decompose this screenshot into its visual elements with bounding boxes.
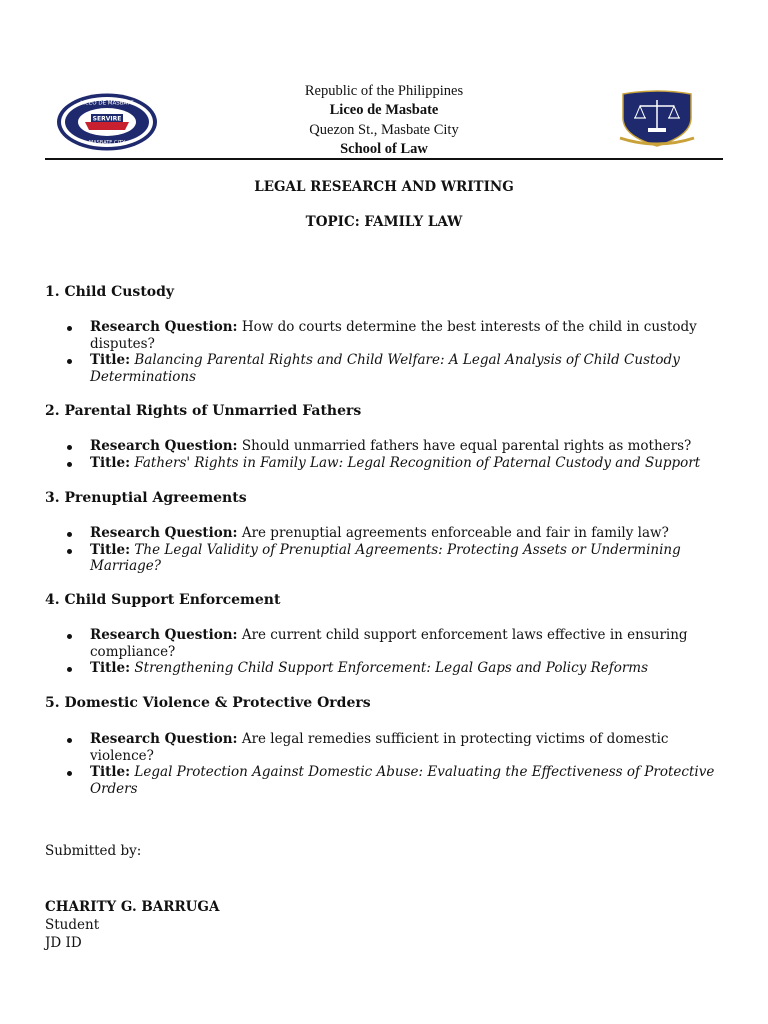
school-address: Quezon St., Masbate City [309,121,459,138]
document-title: LEGAL RESEARCH AND WRITING [254,179,514,195]
title-label: Title: [90,352,131,369]
title-text: Strengthening Child Support Enforcement: Legal Gaps and Policy Reforms [134,660,649,677]
title-item [45,352,725,385]
research-question-item [45,319,725,352]
title-label: Title: [90,764,131,781]
research-question-label: Research Question: [90,319,238,335]
section-bullets [45,319,725,386]
research-question-text: Should unmarried fathers have equal parental rights as mothers? [241,438,692,454]
student-name: CHARITY G. BARRUGA [45,899,220,915]
student-role: Student [45,917,100,933]
seal-center-text: SERVIRE [92,115,122,123]
research-question-label: Research Question: [90,627,238,643]
section-heading: 5. Domestic Violence & Protective Orders [45,695,371,711]
school-name: Liceo de Masbate [329,102,439,119]
title-text: The Legal Validity of Prenuptial Agreements: Protecting Assets or Undermining Marriage? [90,541,681,575]
research-question-item [45,525,725,542]
research-question-item [45,438,725,455]
section-heading: 1. Child Custody [45,284,175,300]
title-item [45,660,725,677]
seal-top-text: LICEO DE MASBATE [80,100,134,107]
title-item [45,542,725,575]
letterhead [45,80,723,160]
research-question-text: How do courts determine the best interests of the child in custody disputes? [90,319,697,352]
research-question-label: Research Question: [90,438,238,454]
research-question-item [45,627,725,660]
header-divider [45,158,723,160]
section-heading: 4. Child Support Enforcement [45,592,281,608]
title-text: Fathers' Rights in Family Law: Legal Recognition of Paternal Custody and Support [134,454,701,471]
section-bullets [45,627,725,677]
research-question-label: Research Question: [90,525,238,541]
section-bullets [45,525,725,575]
document-topic: TOPIC: FAMILY LAW [305,214,463,230]
student-id-label: JD ID [45,935,82,951]
section-bullets [45,438,725,471]
research-question-text: Are current child support enforcement laws effective in ensuring compliance? [90,627,688,660]
research-question-label: Research Question: [90,731,238,747]
research-question-item [45,731,725,764]
title-label: Title: [90,454,131,471]
title-label: Title: [90,541,131,558]
title-item [45,764,725,797]
title-item [45,455,725,472]
country-line: Republic of the Philippines [304,83,464,99]
research-question-text: Are prenuptial agreements enforceable and fair in family law? [241,525,669,541]
section-bullets [45,731,725,798]
seal-bottom-text: MASBATE CITY [88,140,126,146]
title-text: Legal Protection Against Domestic Abuse: Evaluating the Effectiveness of Protective Orders [90,764,715,798]
department-name: School of Law [340,140,428,157]
submitted-by-label: Submitted by: [45,843,142,859]
research-question-text: Are legal remedies sufficient in protecting victims of domestic violence? [90,731,669,764]
section-heading: 3. Prenuptial Agreements [45,490,247,506]
school-of-law-shield-icon [618,88,696,150]
title-label: Title: [90,660,131,677]
title-text: Balancing Parental Rights and Child Welfare: A Legal Analysis of Child Custody Determinations [90,352,680,386]
section-heading: 2. Parental Rights of Unmarried Fathers [45,403,362,419]
